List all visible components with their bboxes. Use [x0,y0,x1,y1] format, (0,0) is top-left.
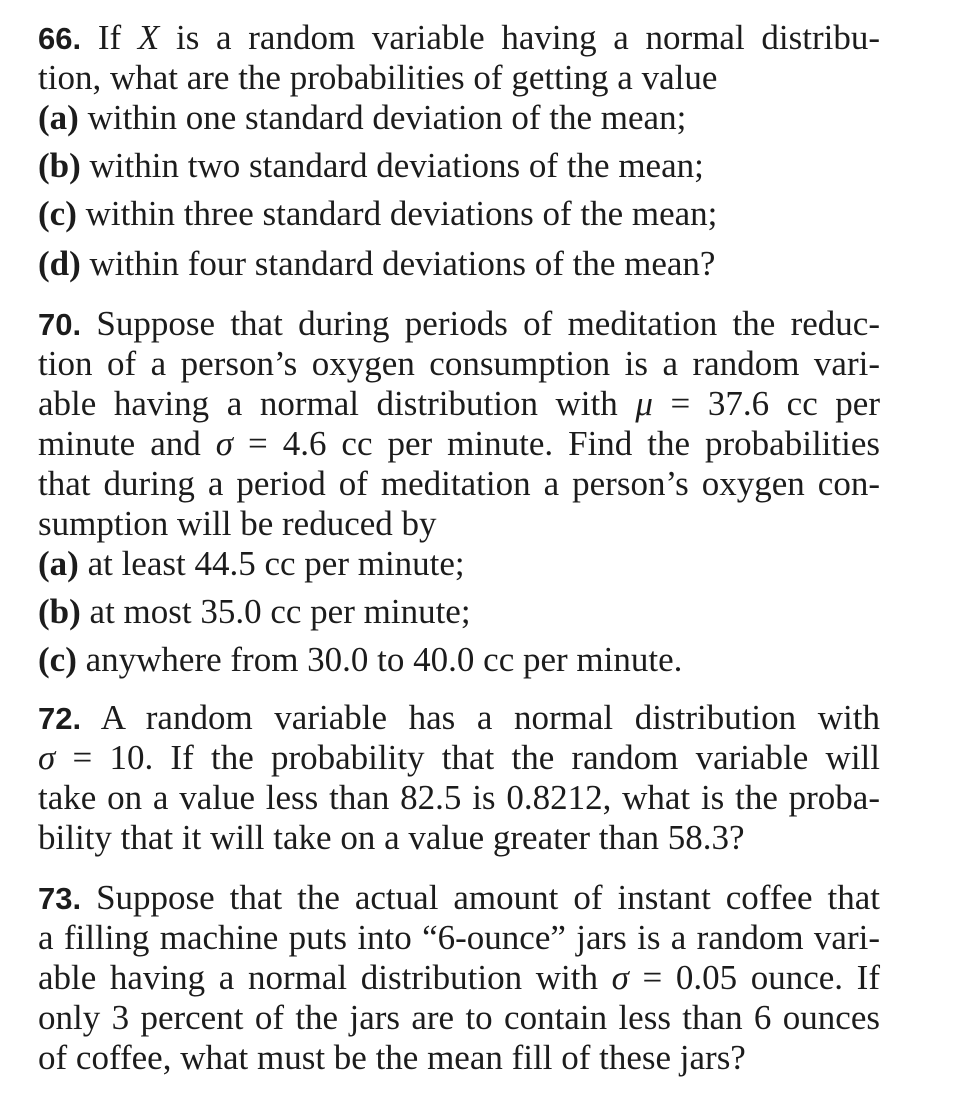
problem-line [38,958,880,998]
problem-number: 66. [38,21,82,56]
math-variable: σ [215,424,233,463]
problem-line [38,344,880,384]
problem-text: If X is a random variable having a normal distribu- [97,18,880,57]
part-text: at least 44.5 cc per minute; [87,544,465,583]
problem-number: 70. [38,307,82,342]
problem-line [38,878,880,918]
problem-text: sumption will be reduced by [38,504,437,543]
problem-line [38,818,880,858]
part-label: (b) [38,592,81,631]
problem-line [38,778,880,818]
problem-text: tion, what are the probabilities of getting a value [38,58,718,97]
problem-line [38,384,880,424]
part-text: at most 35.0 cc per minute; [89,592,471,631]
problem-text: Suppose that during periods of meditation the reduc- [96,304,880,343]
part-label: (c) [38,640,77,679]
part-text: within one standard deviation of the mean; [87,98,687,137]
problem-70 [38,304,880,680]
problem-text: able having a normal distribution with μ = 37.6 cc per [38,384,880,423]
problem-text: of coffee, what must be the mean fill of these jars? [38,1038,746,1077]
part-c [38,186,880,234]
problem-line [38,738,880,778]
part-label: (b) [38,146,81,185]
part-b [38,584,880,632]
problem-line [38,1038,880,1078]
problem-text: A random variable has a normal distribution with [100,698,880,737]
part-label: (a) [38,98,79,137]
part-label: (a) [38,544,79,583]
problem-text: able having a normal distribution with σ = 0.05 ounce. If [38,958,880,997]
problem-text: bility that it will take on a value greater than 58.3? [38,818,745,857]
problem-line [38,424,880,464]
problem-number: 72. [38,701,82,736]
problem-line [38,464,880,504]
part-b [38,138,880,186]
part-a [38,544,880,584]
problem-66 [38,18,880,284]
part-c [38,632,880,680]
problem-text: only 3 percent of the jars are to contain less than 6 ounces [38,998,880,1037]
problem-text: σ = 10. If the probability that the random variable will [38,738,880,777]
problem-line [38,698,880,738]
part-text: within two standard deviations of the mean; [89,146,704,185]
part-label: (d) [38,244,81,283]
problem-73 [38,878,880,1078]
problem-line [38,18,880,58]
problem-line [38,504,880,544]
math-variable: X [137,18,160,57]
part-a [38,98,880,138]
part-label: (c) [38,194,77,233]
problem-line [38,998,880,1038]
problem-72 [38,698,880,858]
part-text: within four standard deviations of the mean? [89,244,716,283]
problem-line [38,304,880,344]
math-variable: μ [635,384,653,423]
problem-text: tion of a person’s oxygen consumption is a random vari- [38,344,880,383]
math-variable: σ [611,958,629,997]
part-text: anywhere from 30.0 to 40.0 cc per minute. [85,640,683,679]
problem-text: minute and σ = 4.6 cc per minute. Find the probabilities [38,424,880,463]
part-text: within three standard deviations of the mean; [85,194,718,233]
math-variable: σ [38,738,56,777]
problem-text: a filling machine puts into “6-ounce” jars is a random vari- [38,918,880,957]
problem-text: Suppose that the actual amount of instant coffee that [96,878,881,917]
problem-number: 73. [38,881,82,916]
problem-text: take on a value less than 82.5 is 0.8212, what is the proba- [38,778,880,817]
problem-line [38,58,880,98]
part-d [38,234,880,284]
problem-text: that during a period of meditation a person’s oxygen con- [38,464,880,503]
problem-line [38,918,880,958]
